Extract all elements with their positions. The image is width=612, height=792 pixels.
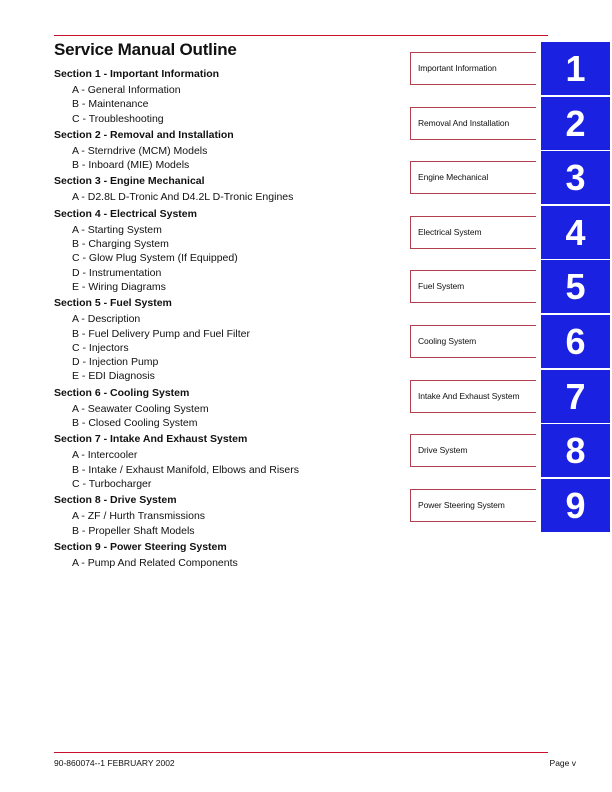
tab-label: Important Information [418, 63, 497, 73]
section-heading: Section 4 - Electrical System [54, 207, 197, 220]
tab-section-4[interactable] [410, 206, 610, 261]
section-item: B - Maintenance [72, 98, 149, 111]
tab-number: 9 [541, 479, 610, 532]
tab-label: Intake And Exhaust System [418, 390, 520, 401]
section-item: B - Inboard (MIE) Models [72, 159, 190, 172]
section-8 [54, 492, 404, 538]
tab-number: 7 [541, 370, 610, 423]
section-item: A - Description [72, 313, 141, 326]
section-item: E - Wiring Diagrams [72, 280, 166, 293]
section-item: A - Sterndrive (MCM) Models [72, 144, 208, 157]
section-item: E - EDI Diagnosis [72, 370, 155, 383]
section-7 [54, 431, 404, 491]
tab-number: 8 [541, 424, 610, 477]
tab-number: 2 [541, 97, 610, 150]
tab-section-5[interactable] [410, 260, 610, 315]
section-item: A - Intercooler [72, 449, 138, 462]
section-item: A - Seawater Cooling System [72, 402, 209, 415]
section-item: A - D2.8L D-Tronic And D4.2L D-Tronic Engines [72, 191, 294, 204]
section-heading: Section 6 - Cooling System [54, 386, 190, 399]
tab-label-box [410, 161, 536, 194]
tab-label-box [410, 325, 536, 358]
tab-label-box [410, 434, 536, 467]
section-6 [54, 385, 404, 431]
section-item: A - Pump And Related Components [72, 556, 238, 569]
tab-label: Cooling System [418, 335, 477, 346]
tab-section-3[interactable] [410, 151, 610, 206]
section-item: B - Intake / Exhaust Manifold, Elbows and Risers [72, 463, 300, 476]
section-heading: Section 1 - Important Information [54, 68, 220, 80]
tab-section-9[interactable] [410, 479, 610, 534]
tab-label-box [410, 270, 536, 303]
bottom-rule [54, 752, 548, 753]
tab-number: 6 [541, 315, 610, 368]
footer-page-number: Page v [549, 758, 576, 768]
section-heading: Section 2 - Removal and Installation [54, 128, 234, 141]
tab-label: Electrical System [418, 226, 482, 237]
tab-label-box [410, 216, 536, 249]
tab-label-box [410, 380, 536, 413]
section-item: B - Fuel Delivery Pump and Fuel Filter [72, 327, 250, 340]
section-heading: Section 3 - Engine Mechanical [54, 175, 205, 188]
section-item: C - Troubleshooting [72, 112, 164, 125]
tab-section-1[interactable] [410, 42, 610, 97]
section-heading: Section 5 - Fuel System [54, 297, 172, 310]
section-tabs [410, 42, 610, 533]
tab-section-2[interactable] [410, 97, 610, 152]
section-item: B - Closed Cooling System [72, 417, 198, 430]
tab-label-box [410, 107, 536, 140]
footer-doc-id: 90-860074--1 FEBRUARY 2002 [54, 758, 175, 768]
section-item: C - Turbocharger [72, 477, 152, 490]
tab-label: Fuel System [418, 281, 465, 292]
section-heading: Section 7 - Intake And Exhaust System [54, 433, 248, 446]
section-item: A - General Information [72, 84, 181, 96]
tab-number: 1 [541, 42, 610, 95]
section-1 [54, 66, 404, 126]
section-5 [54, 295, 404, 383]
section-item: B - Propeller Shaft Models [72, 524, 195, 537]
section-9 [54, 539, 404, 570]
top-rule [54, 35, 548, 36]
tab-label-box [410, 489, 536, 522]
section-item: D - Instrumentation [72, 266, 162, 279]
page-title: Service Manual Outline [54, 40, 237, 59]
tab-label-box [410, 52, 536, 85]
outline-list [54, 66, 404, 571]
section-item: C - Injectors [72, 341, 129, 354]
tab-section-7[interactable] [410, 370, 610, 425]
section-2 [54, 127, 404, 173]
section-item: A - Starting System [72, 223, 162, 236]
section-4 [54, 206, 404, 294]
section-item: B - Charging System [72, 238, 169, 251]
section-item: D - Injection Pump [72, 356, 159, 369]
tab-number: 5 [541, 260, 610, 313]
tab-label: Removal And Installation [418, 117, 510, 128]
tab-label: Engine Mechanical [418, 172, 489, 183]
section-item: C - Glow Plug System (If Equipped) [72, 252, 238, 265]
section-item: A - ZF / Hurth Transmissions [72, 510, 206, 523]
section-heading: Section 9 - Power Steering System [54, 540, 227, 553]
section-heading: Section 8 - Drive System [54, 494, 177, 507]
tab-label: Power Steering System [418, 499, 505, 510]
tab-section-8[interactable] [410, 424, 610, 479]
tab-number: 4 [541, 206, 610, 259]
tab-section-6[interactable] [410, 315, 610, 370]
tab-label: Drive System [418, 445, 468, 456]
section-3 [54, 173, 404, 204]
tab-number: 3 [541, 151, 610, 204]
